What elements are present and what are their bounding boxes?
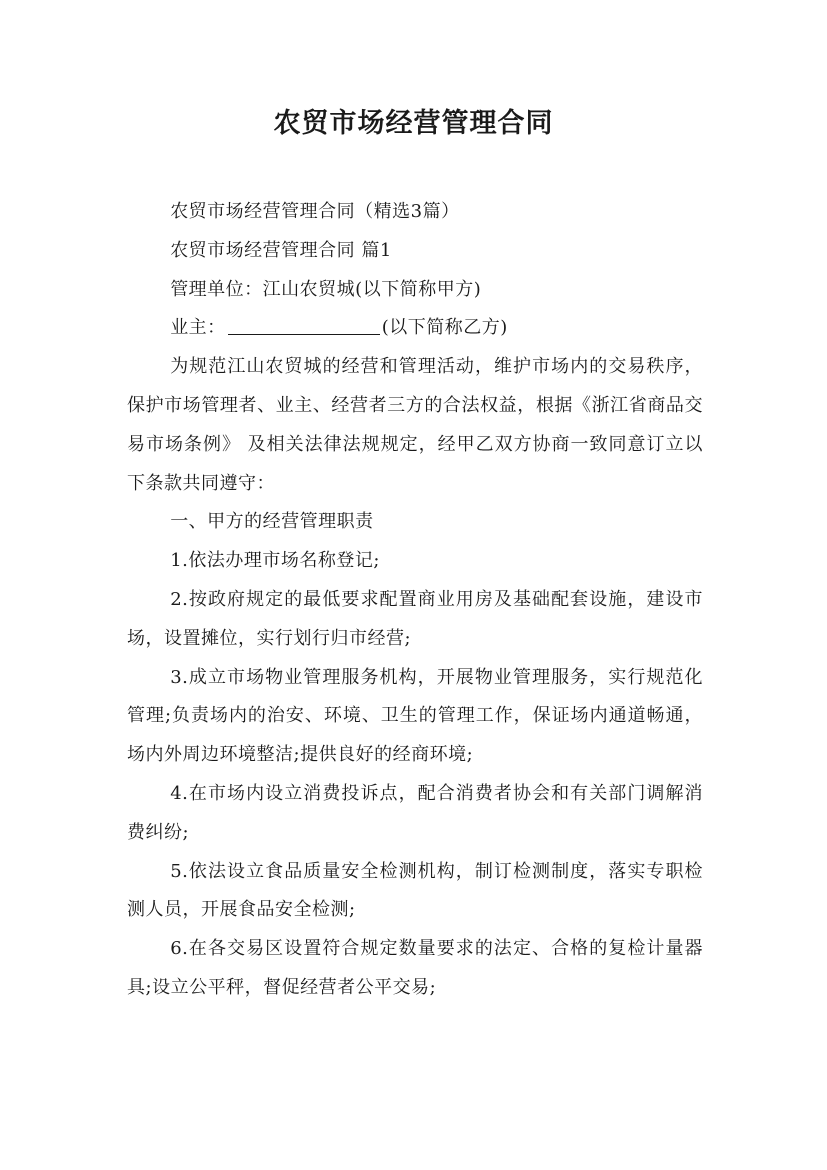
clause-heading: 一、甲方的经营管理职责: [170, 511, 374, 533]
document-body: [127, 193, 703, 1008]
clause-item: 5.依法设立食品质量安全检测机构，制订检测制度，落实专职检测人员，开展食品安全检测;: [127, 860, 703, 921]
subtitle-line: 农贸市场经营管理合同（精选3篇）: [170, 201, 460, 222]
clause-item: 6.在各交易区设置符合规定数量要求的法定、合格的复检计量器具;设立公平秤，督促经营者公平交易;: [127, 938, 703, 998]
clause-item: 4.在市场内设立消费投诉点，配合消费者协会和有关部门调解消费纠纷;: [127, 782, 703, 843]
section-heading: 农贸市场经营管理合同 篇1: [170, 239, 392, 261]
party-b-line: [127, 309, 703, 348]
party-b-label: 业主：: [170, 317, 226, 339]
clause-item: 2.按政府规定的最低要求配置商业用房及基础配套设施，建设市场，设置摊位，实行划行归市经营;: [127, 588, 703, 649]
blank-line: [228, 316, 380, 335]
document-title: 农贸市场经营管理合同: [273, 108, 554, 139]
clause-item: 3.成立市场物业管理服务机构，开展物业管理服务，实行规范化管理;负责场内的治安、环境、卫生的管理工作，保证场内通道畅通，场内外周边环境整洁;提供良好的经商环境;: [127, 666, 703, 766]
party-a-line: 管理单位：江山农贸城(以下简称甲方): [170, 278, 482, 300]
party-b-suffix: (以下简称乙方): [381, 317, 508, 339]
clause-item: 1.依法办理市场名称登记;: [170, 550, 380, 572]
preamble-paragraph: 为规范江山农贸城的经营和管理活动，维护市场内的交易秩序，保护市场管理者、业主、经营者三方的合法权益，根据《浙江省商品交易市场条例》 及相关法律法规规定，经甲乙双方协商一致同意订立以下条款共同遵守：: [127, 356, 703, 494]
